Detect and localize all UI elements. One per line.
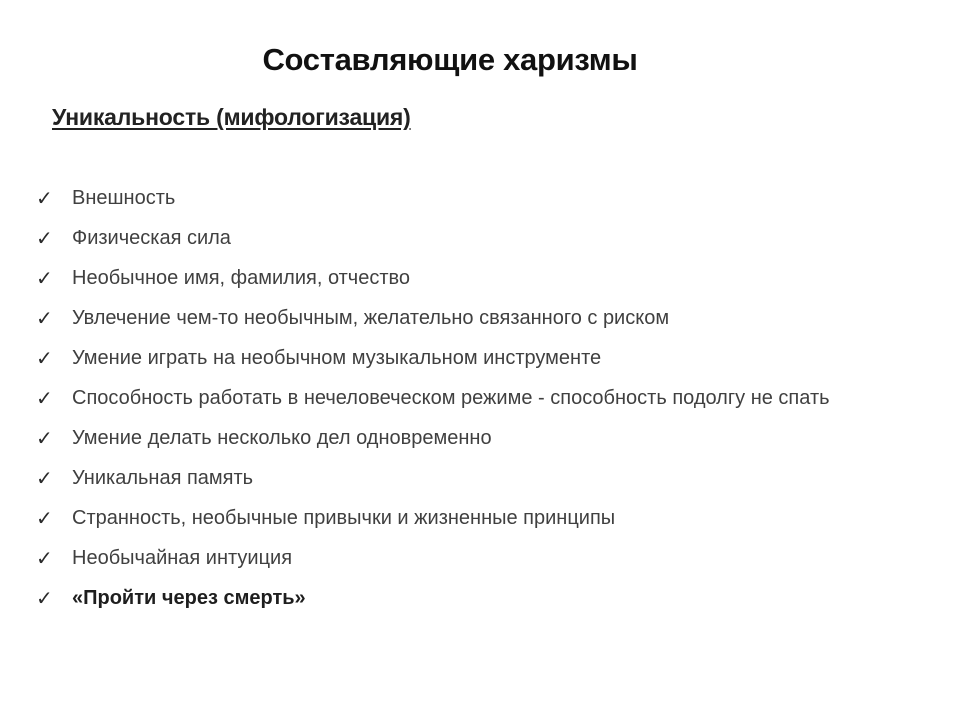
list-item xyxy=(36,582,916,615)
list-item-text: Способность работать в нечеловеческом режиме - способность подолгу не спать xyxy=(72,387,830,409)
checkmark-icon: ✓ xyxy=(36,346,53,370)
slide-title: Составляющие харизмы xyxy=(262,42,638,77)
list-item xyxy=(36,542,916,575)
list-item xyxy=(36,262,916,295)
slide-subtitle: Уникальность (мифологизация) xyxy=(52,104,411,130)
checkmark-icon: ✓ xyxy=(36,466,53,490)
bullet-list xyxy=(36,182,916,622)
checkmark-icon: ✓ xyxy=(36,546,53,570)
checkmark-icon: ✓ xyxy=(36,186,53,210)
list-item xyxy=(36,382,832,415)
list-item-text: Внешность xyxy=(72,187,176,209)
checkmark-icon: ✓ xyxy=(36,226,53,250)
list-item xyxy=(36,302,916,335)
list-item xyxy=(36,422,916,455)
list-item xyxy=(36,222,916,255)
checkmark-icon: ✓ xyxy=(36,386,53,410)
checkmark-icon: ✓ xyxy=(36,266,53,290)
list-item-text: Уникальная память xyxy=(72,467,254,489)
list-item-text: Необычайная интуиция xyxy=(72,547,293,569)
list-item-text: Увлечение чем-то необычным, желательно связанного с риском xyxy=(72,307,670,329)
list-item-text: Необычное имя, фамилия, отчество xyxy=(72,267,411,289)
checkmark-icon: ✓ xyxy=(36,506,53,530)
list-item xyxy=(36,502,916,535)
list-item xyxy=(36,462,916,495)
list-item-text: Странность, необычные привычки и жизненные принципы xyxy=(72,507,616,529)
checkmark-icon: ✓ xyxy=(36,426,53,450)
list-item-text: «Пройти через смерть» xyxy=(72,587,306,609)
list-item-text: Умение играть на необычном музыкальном инструменте xyxy=(72,347,602,369)
checkmark-icon: ✓ xyxy=(36,586,53,610)
list-item-text: Физическая сила xyxy=(72,227,231,249)
checkmark-icon: ✓ xyxy=(36,306,53,330)
list-item xyxy=(36,342,916,375)
list-item-text: Умение делать несколько дел одновременно xyxy=(72,427,492,449)
list-item xyxy=(36,182,916,215)
